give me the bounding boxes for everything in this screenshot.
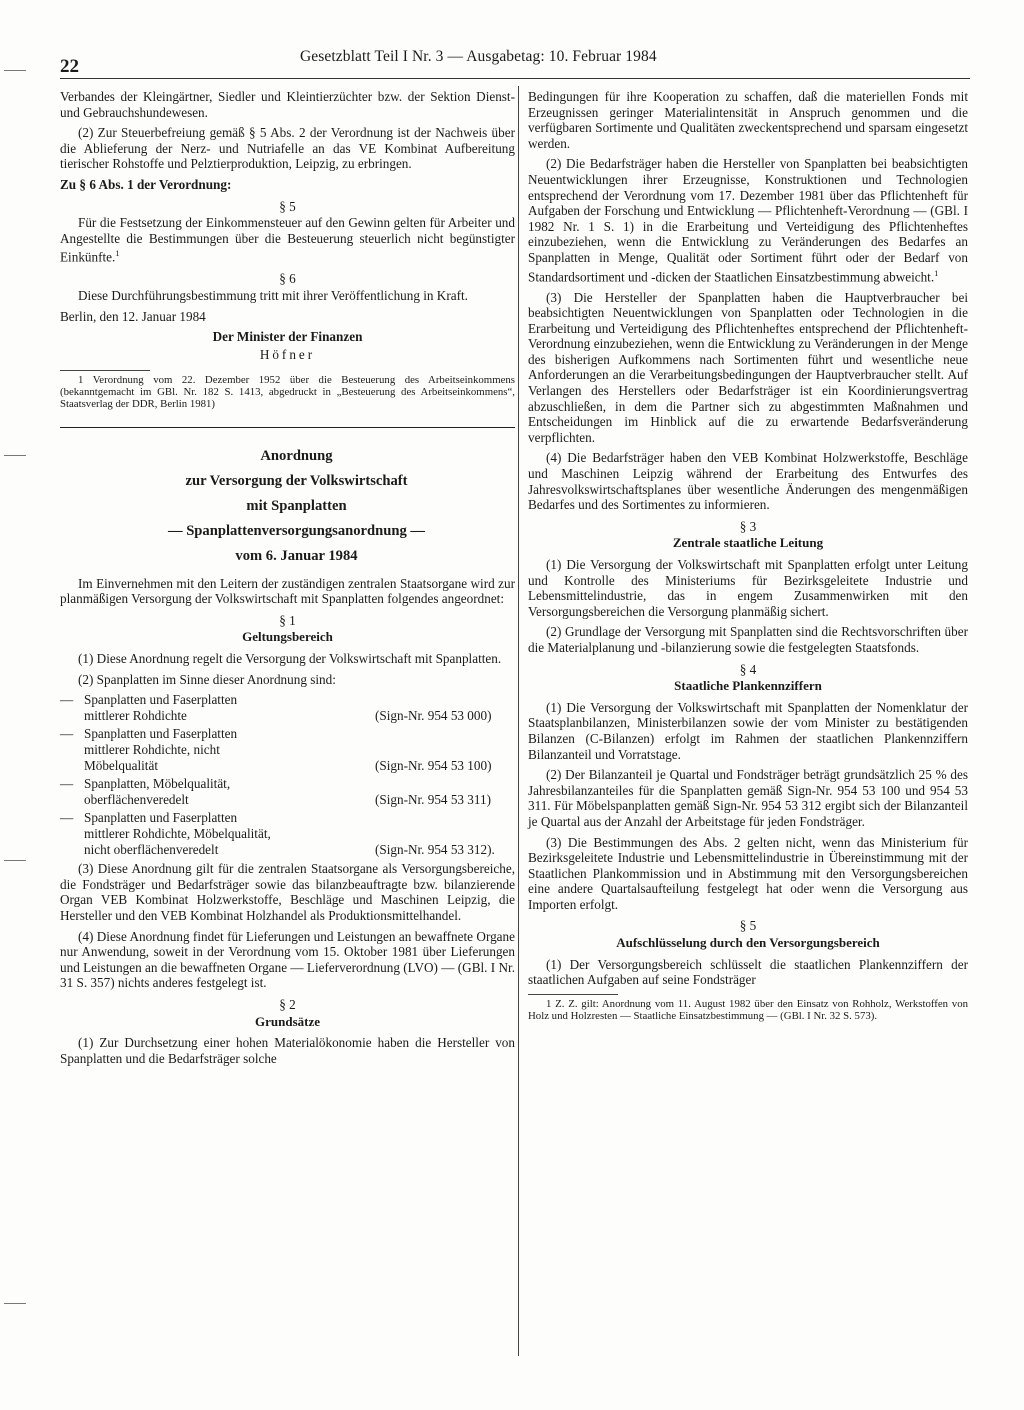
section-number: § 2 [279,996,296,1012]
page-number: 22 [60,56,79,77]
signatory-name: Höfner [259,346,316,362]
paragraph: Verbandes der Kleingärtner, Siedler und Kleintierzüchter bzw. der Sektion Dienst- und Gebrauchshundewesen. [60,89,515,120]
paragraph: (1) Diese Anordnung regelt die Versorgung der Volkswirtschaft mit Spanplatten. [78,651,502,667]
paragraph [60,215,515,265]
paragraph-text: Für die Festsetzung der Einkommensteuer auf den Gewinn gelten für Arbeiter und Angestellte die Bestimmungen über die Besteuerung steuerlich nicht begünstigter Einkünfte. [60,215,515,265]
paragraph: (2) Spanplatten im Sinne dieser Anordnung sind: [78,671,336,687]
page-header [60,48,970,77]
section-title: Zentrale staatliche Leitung [672,535,824,551]
product-list [60,692,515,857]
decree-title: mit Spanplatten [246,497,347,514]
paragraph: (1) Die Versorgung der Volkswirtschaft mit Spanplatten erfolgt unter Leitung und Kontrolle des Ministeriums für Bezirksgeleitete Industrie und Lebensmittelindustrie, das in engem Zusammenwirken mit den Versorgungsbereichen die Versorgung planmäßig sichert. [528,557,968,619]
footnote-ref: 1 [115,248,120,259]
list-dash: — [60,726,74,742]
paragraph: (3) Diese Anordnung gilt für die zentralen Staatsorgane als Versorgungsbereiche, die Fondsträger und Bedarfsträger sowie das bilanzbeauftragte bzw. bilanzierende Organ VEB Kombinat Holzwerkstoffe, Beschläge und Maschinen Leipzig, die Hersteller und den VEB Kombinat Holzhandel als Produktionsmittelhandel. [60,861,515,923]
footnote: 1 Z. Z. gilt: Anordnung vom 11. August 1982 über den Einsatz von Rohholz, Werkstoffen von Holz und Holzresten — Staatliche Einsatzbestimmung — (GBl. I Nr. 32 S. 573). [528,997,968,1022]
decree-title: Anordnung [260,447,333,464]
section-title: Geltungsbereich [242,629,333,645]
paragraph: (4) Die Bedarfsträger haben den VEB Kombinat Holzwerkstoffe, Beschläge und Maschinen Leipzig während der Erarbeitung des Entwurfes des Jahresvolkswirtschaftsplanes über wesentliche Änderungen des mengenmäßigen Bedarfes und des Sortimentes zu informieren. [528,450,968,513]
scan-edge-mark [4,455,26,456]
list-item-code: (Sign-Nr. 954 53 311) [375,791,491,807]
paragraph: (1) Die Versorgung der Volkswirtschaft mit Spanplatten der Nomenklatur der Staatsplanbilanzen, Ministerbilanzen sowie der vom Minister zu bestätigenden Bilanzen (C-Bilanzen) erfolgt im Rahmen der staatlichen Plankennziffern Bilanzanteil und Vorratstage. [528,699,968,762]
list-dash: — [60,810,74,826]
footnote-ref: 1 [934,267,939,278]
list-item [60,810,515,857]
list-dash: — [60,776,74,792]
decree-title: zur Versorgung der Volkswirtschaft [185,472,408,489]
paragraph: (2) Zur Steuerbefreiung gemäß § 5 Abs. 2 der Verordnung ist der Nachweis über die Ablieferung der Nerz- und Nutriafelle an das VE Kombinat Aufbereitung tierischer Rohstoffe und Pelztierproduktion, Leipzig, zu erbringen. [60,125,515,172]
signatory-title: Der Minister der Finanzen [212,329,363,345]
list-item [60,776,515,807]
list-item-text: Spanplatten, Möbelqualität, oberflächenveredelt [84,776,231,807]
section-separator [60,427,515,428]
paragraph: (1) Zur Durchsetzung einer hohen Materialökonomie haben die Hersteller von Spanplatten und die Bedarfsträger solche [60,1035,515,1066]
column-divider [518,86,519,1356]
paragraph [528,156,968,284]
section-number: § 4 [739,661,757,677]
paragraph: (3) Die Bestimmungen des Abs. 2 gelten nicht, wenn das Ministerium für Bezirksgeleitete Industrie und Lebensmittelindustrie in Übereinstimmung mit der Staatlichen Plankommission und in Abstimmung mit den Versorgungsbereichen eine andere Quartalsaufteilung festgelegt hat oder wenn die Versorgung aus Importen erfolgt. [528,834,968,912]
list-item-text: Spanplatten und Faserplatten mittlerer Rohdichte, Möbelqualität, nicht oberflächenveredelt [84,810,271,857]
paragraph: (4) Diese Anordnung findet für Lieferungen und Leistungen an bewaffnete Organe nur Anwendung, soweit in der Verordnung vom 15. Oktober 1981 über Lieferungen und Leistungen an die bewaffneten Organe — Lieferverordnung (LVO) — (GBl. I Nr. 31 S. 357) nichts anderes festgelegt ist. [60,928,515,991]
list-item-text: Spanplatten und Faserplatten mittlerer Rohdichte, nicht Möbelqualität [84,726,238,773]
preamble: Im Einvernehmen mit den Leitern der zuständigen zentralen Staatsorgane wird zur planmäßigen Versorgung der Volkswirtschaft mit Spanplatten folgendes angeordnet: [60,575,515,607]
section-title: Aufschlüsselung durch den Versorgungsbereich [616,935,880,951]
section-title: Staatliche Plankennziffern [674,678,822,694]
right-column [528,89,968,1027]
scan-edge-mark [4,70,26,71]
paragraph: (3) Die Hersteller der Spanplatten haben die Hauptverbraucher bei beabsichtigten Neuentwicklungen von Spanplatten oder Technologien in die Erarbeitung und Verteidigung des Pflichtenheftes entsprechend der Pflichtenheft-Verordnung einzubeziehen, wenn die Entwicklung zu Veränderungen in der Menge des bisherigen Aufkommens nach Sortimenten führt und wesentliche neue Anforderungen an die Verarbeitungsbedingungen der Hauptverbraucher stellt. Auf Verlangen des Herstellers oder Bedarfsträger ist ein Koordinierungsvertrag abzuschließen, in dem die Partner sich zu abgestimmten Maßnahmen und Entscheidungen im Hinblick auf die zu erwartende Bedarfsveränderung verpflichten. [528,289,968,445]
section-heading: Zu § 6 Abs. 1 der Verordnung: [60,176,232,192]
list-item [60,726,515,773]
section-number: § 5 [279,198,296,214]
paragraph-text: (2) Die Bedarfsträger haben die Hersteller von Spanplatten bei beabsichtigten Neuentwicklungen ihrer Erzeugnisse, Konstruktionen und Technologien entsprechend der Verordnung vom 17. Dezember 1981 über das Pflichtenheft für Aufgaben der Forschung und Entwicklung — Pflichtenheft-Verordnung — (GBl. I 1982 Nr. 1 S. 1) in die Erarbeitung und Verteidigung des Pflichtenheftes einzubeziehen, wenn die Entwicklung zu Veränderungen des Bedarfes an Spanplatten in Menge, Qualität oder Sortiment führt oder der Bedarf von Standardsortiment und -dicken der Staatlichen Einsatzbestimmung abweicht. [528,156,968,284]
list-item-code: (Sign-Nr. 954 53 100) [375,757,492,773]
place-date: Berlin, den 12. Januar 1984 [60,308,206,324]
section-title: Grundsätze [255,1013,320,1029]
list-item-code: (Sign-Nr. 954 53 312). [375,841,495,857]
paragraph: (2) Grundlage der Versorgung mit Spanplatten sind die Rechtsvorschriften über die Materialplanung und -bilanzierung sowie die festgelegten Staatsfonds. [528,624,968,655]
section-number: § 1 [279,612,296,628]
paragraph: (1) Der Versorgungsbereich schlüsselt die staatlichen Plankennziffern der staatlichen Aufgaben auf seine Fondsträger [528,956,968,988]
section-number: § 3 [739,518,757,534]
list-item [60,692,515,723]
scan-edge-mark [4,1303,26,1304]
gazette-header-title: Gesetzblatt Teil I Nr. 3 — Ausgabetag: 10. Februar 1984 [300,48,657,65]
left-column [60,89,515,1071]
list-item-code: (Sign-Nr. 954 53 000) [375,707,492,723]
decree-date: vom 6. Januar 1984 [235,547,358,564]
footnote: 1 Verordnung vom 22. Dezember 1952 über die Besteuerung des Arbeitseinkommens (bekanntgemacht im GBl. Nr. 182 S. 1413, abgedruckt in „Besteuerung des Arbeitseinkommens“, Staatsverlag der DDR, Berlin 1981) [60,374,515,410]
footnote-rule [60,370,150,371]
header-rule [60,78,970,79]
paragraph: Diese Durchführungsbestimmung tritt mit ihrer Veröffentlichung in Kraft. [78,287,468,303]
footnote-rule [528,994,618,995]
paragraph: (2) Der Bilanzanteil je Quartal und Fondsträger beträgt grundsätzlich 25 % des Jahresbilanzanteiles für die Spanplatten gemäß Sign-Nr. 954 53 100 und 954 53 311. Für Möbelspanplatten gemäß Sign-Nr. 954 53 312 ergibt sich der Bilanzanteil je Quartal aus der Anzahl der Arbeitstage für jeden Fondsträger. [528,767,968,829]
decree-subtitle: — Spanplattenversorgungsanordnung — [167,522,426,539]
section-number: § 6 [279,271,296,287]
list-dash: — [60,692,74,708]
paragraph: Bedingungen für ihre Kooperation zu schaffen, daß die materiellen Fonds mit Erzeugnissen geringer Materialintensität in Anspruch genommen und die verfügbaren Sortimente und Qualitäten zweckentsprechend und sparsam eingesetzt werden. [528,89,968,151]
section-number: § 5 [739,918,757,934]
scan-edge-mark [4,860,26,861]
list-item-text: Spanplatten und Faserplatten mittlerer Rohdichte [84,692,238,723]
